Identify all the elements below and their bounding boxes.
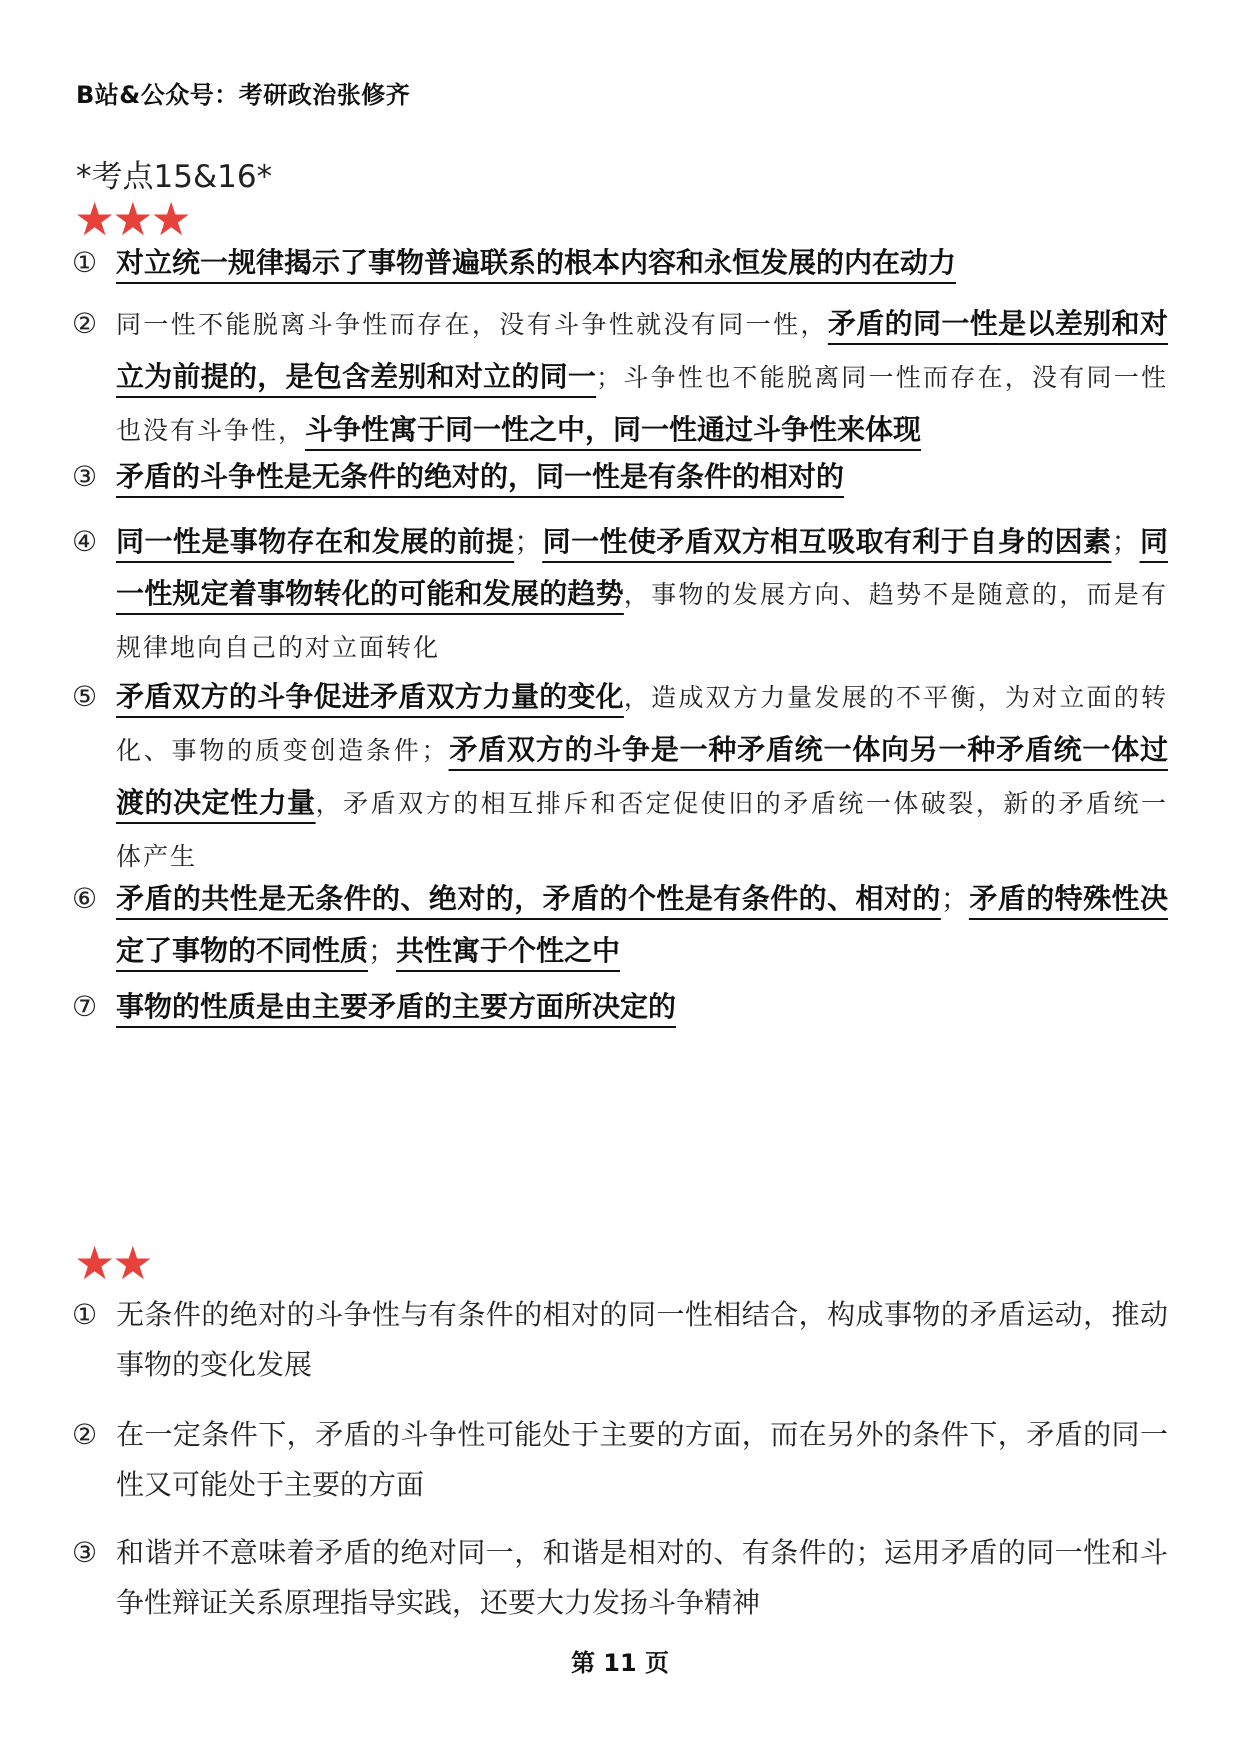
item-text: 在一定条件下，矛盾的斗争性可能处于主要的方面，而在另外的条件下，矛盾的同一性又可能处于主要的方面 [116, 1418, 1168, 1501]
key-phrase: 斗争性寓于同一性之中，同一性通过斗争性来体现 [305, 413, 922, 446]
item-text: 和谐并不意味着矛盾的绝对同一，和谐是相对的、有条件的；运用矛盾的同一性和斗争性辩证关系原理指导实践，还要大力发扬斗争精神 [116, 1536, 1168, 1619]
three-star-item-2 [72, 298, 1168, 457]
two-star-item-3 [72, 1528, 1168, 1628]
key-phrase: 矛盾双方的斗争是一种矛盾统一体向另一种矛盾统一体过渡的决定性力量 [116, 733, 1168, 819]
three-star-item-5 [72, 671, 1168, 883]
key-phrase: 同一性规定着事物转化的可能和发展的趋势 [116, 525, 1168, 610]
two-star-rating: ★★ [74, 1236, 151, 1290]
explanation-text: ，造成双方力量发展的不平衡，为对立面的转化、事物的质变创造条件； [116, 683, 1168, 765]
explanation-text: ；斗争性也不能脱离同一性而存在，没有同一性也没有斗争性， [116, 363, 1168, 445]
explanation-text: ，矛盾双方的相互排斥和否定促使旧的矛盾统一体破裂，新的矛盾统一体产生 [116, 789, 1168, 871]
two-star-item-1 [72, 1290, 1168, 1390]
key-phrase: 矛盾的特殊性决定了事物的不同性质 [116, 882, 1168, 967]
key-phrase: 同一性使矛盾双方相互吸取有利于自身的因素 [542, 525, 1112, 558]
key-phrase: 矛盾的共性是无条件的、绝对的，矛盾的个性是有条件的、相对的 [116, 882, 941, 915]
key-phrase: 同一性是事物存在和发展的前提 [116, 525, 515, 558]
key-phrase: 矛盾双方的斗争促进矛盾双方力量的变化 [116, 680, 624, 713]
explanation-text: ； [368, 934, 397, 967]
two-star-item-2 [72, 1410, 1168, 1510]
item-text: 无条件的绝对的斗争性与有条件的相对的同一性相结合，构成事物的矛盾运动，推动事物的变化发展 [116, 1298, 1168, 1381]
topic-title: *考点15&16* [76, 159, 273, 195]
item-number: ② [72, 307, 98, 340]
item-number: ⑤ [72, 680, 98, 713]
explanation-text: ； [940, 882, 969, 915]
item-number: ⑥ [72, 882, 98, 915]
explanation-text: ； [1111, 525, 1140, 558]
three-star-item-7 [72, 981, 1168, 1033]
three-star-item-4 [72, 516, 1168, 674]
item-number: ① [72, 246, 98, 279]
item-text [116, 451, 1168, 503]
source-header: B站&公众号：考研政治张修齐 [76, 81, 411, 109]
key-phrase: 矛盾的同一性是以差别和对立为前提的，是包含差别和对立的同一 [116, 307, 1168, 393]
three-star-item-6 [72, 873, 1168, 977]
key-phrase: 对立统一规律揭示了事物普遍联系的根本内容和永恒发展的内在动力 [116, 246, 957, 279]
item-text [116, 298, 1168, 457]
three-star-rating: ★★★ [74, 192, 189, 246]
item-text [116, 873, 1168, 977]
three-star-item-1 [72, 237, 1168, 289]
item-text [116, 516, 1168, 674]
item-text [116, 671, 1168, 883]
key-phrase: 共性寓于个性之中 [396, 934, 621, 967]
item-text [116, 981, 1168, 1033]
item-text [116, 237, 1168, 289]
item-number: ③ [72, 1536, 98, 1569]
item-number: ① [72, 1298, 98, 1331]
explanation-text: ，事物的发展方向、趋势不是随意的，而是有规律地向自己的对立面转化 [116, 580, 1168, 662]
item-number: ② [72, 1418, 98, 1451]
key-phrase: 事物的性质是由主要矛盾的主要方面所决定的 [116, 990, 677, 1023]
key-phrase: 矛盾的斗争性是无条件的绝对的，同一性是有条件的相对的 [116, 460, 845, 493]
page-number: 第 11 页 [570, 1649, 670, 1677]
item-number: ④ [72, 525, 98, 558]
explanation-text: ； [514, 525, 543, 558]
item-number: ⑦ [72, 990, 98, 1023]
item-number: ③ [72, 460, 98, 493]
explanation-text: 同一性不能脱离斗争性而存在，没有斗争性就没有同一性， [116, 310, 828, 339]
three-star-item-3 [72, 451, 1168, 503]
